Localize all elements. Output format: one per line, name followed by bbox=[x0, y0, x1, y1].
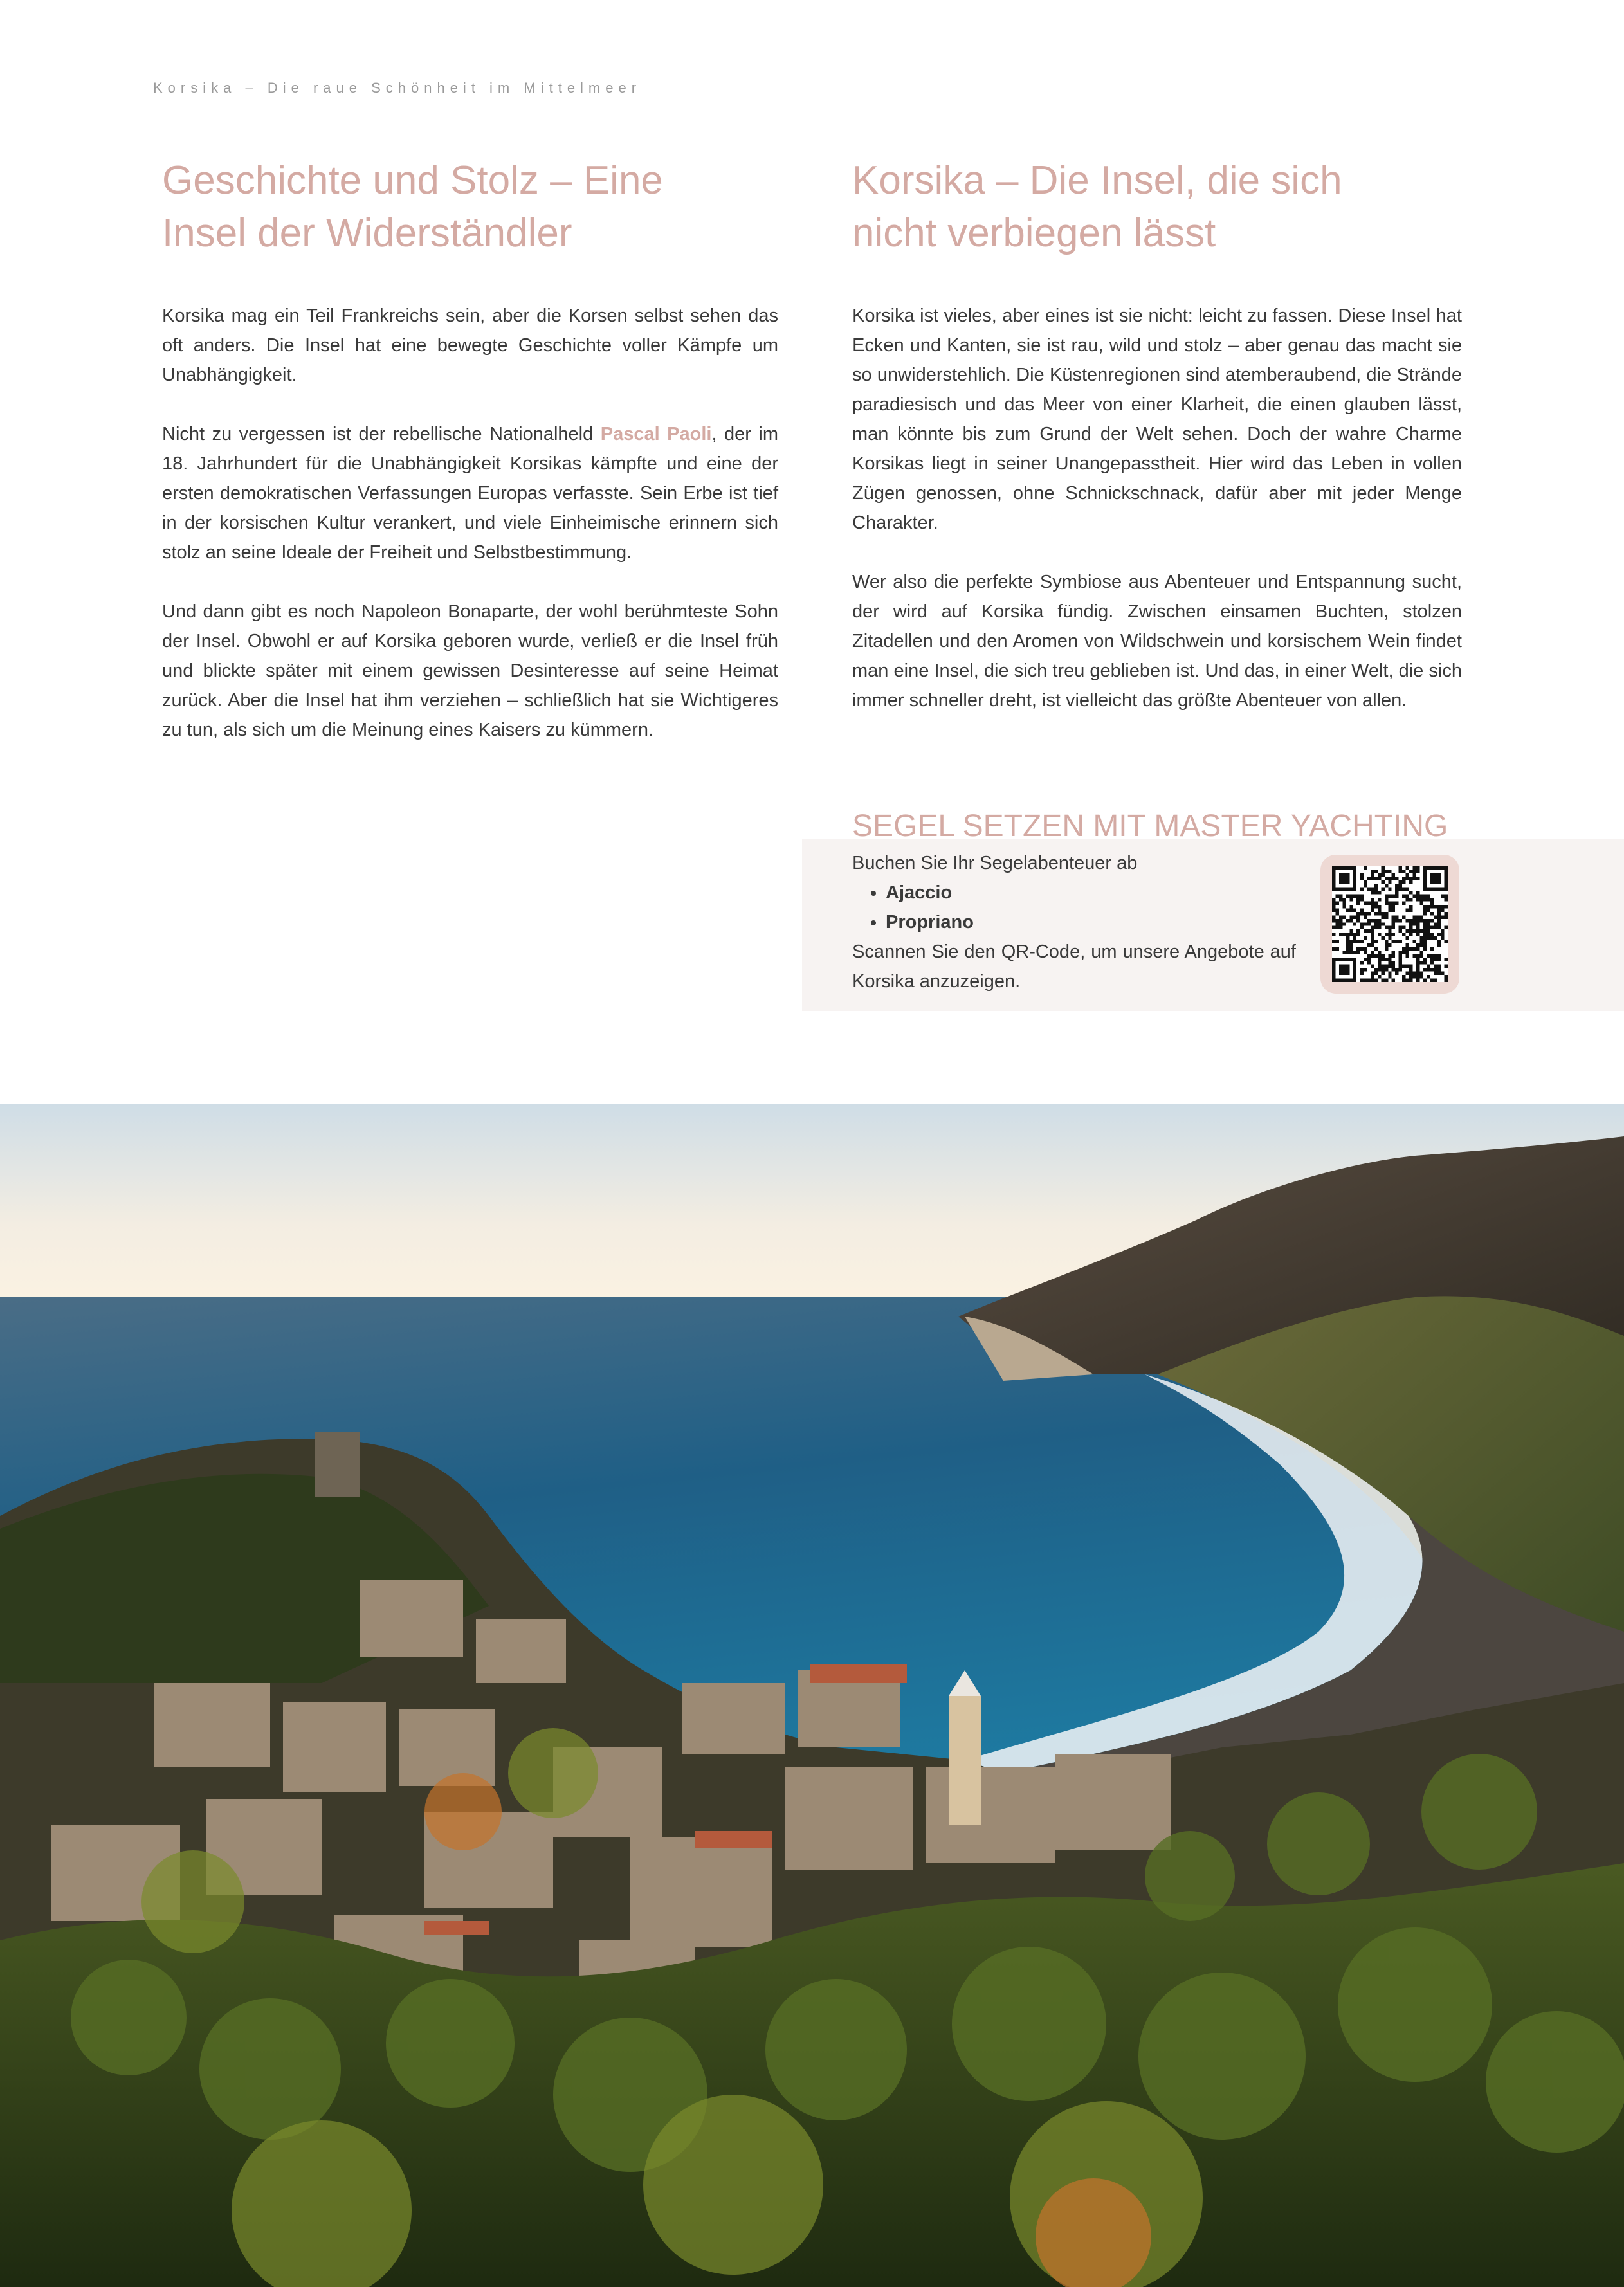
cta-intro: Buchen Sie Ihr Segelabenteuer ab bbox=[852, 853, 1138, 873]
left-heading-line2: Insel der Widerständler bbox=[162, 211, 572, 255]
left-paragraph-2 bbox=[162, 419, 778, 567]
left-heading-line1: Geschichte und Stolz – Eine bbox=[162, 158, 663, 203]
qr-code-frame[interactable] bbox=[1320, 855, 1459, 994]
right-heading-line2: nicht verbiegen lässt bbox=[852, 211, 1216, 255]
cta-heading: SEGEL SETZEN MIT MASTER YACHTING bbox=[852, 809, 1448, 843]
qr-code-icon[interactable] bbox=[1332, 866, 1448, 982]
left-body bbox=[162, 301, 778, 745]
cta-box bbox=[802, 839, 1624, 1011]
right-column bbox=[852, 154, 1462, 745]
right-body bbox=[852, 301, 1462, 715]
left-column bbox=[162, 154, 778, 774]
corsica-coastal-village-photo bbox=[0, 1104, 1624, 2287]
port-item-propriano: • Propriano bbox=[886, 907, 1450, 937]
right-paragraph-2: Wer also die perfekte Symbiose aus Abenteuer und Entspannung sucht, der wird auf Korsika fündig. Zwischen einsamen Buchten, stolzen Zitadellen und den Aromen von Wildschwein und korsischem Wein findet man eine Insel, die sich treu geblieben ist. Und das, in einer Welt, die sich immer schneller dreht, ist vielleicht das größte Abenteuer von allen. bbox=[852, 572, 1462, 711]
right-paragraph-1: Korsika ist vieles, aber eines ist sie nicht: leicht zu fassen. Diese Insel hat Ecken und Kanten, sie ist rau, wild und stolz – aber genau das macht sie so unwiderstehlich. Die Küstenregionen sind atemberaubend, die Strände paradiesisch und das Meer von einer Klarheit, die einen glauben lässt, man könnte bis zum Grund der Welt sehen. Doch der wahre Charme Korsikas liegt in seiner Unangepasstheit. Hier wird das Leben in vollen Zügen genossen, ohne Schnickschnack, dafür aber mit jeder Menge Charakter. bbox=[852, 305, 1462, 533]
running-header: Korsika – Die raue Schönheit im Mittelmeer bbox=[153, 80, 642, 96]
pascal-paoli-highlight: Pascal Paoli bbox=[600, 424, 712, 444]
port-item-ajaccio: • Ajaccio bbox=[886, 878, 1450, 907]
left-heading bbox=[162, 154, 778, 260]
left-paragraph-3: Und dann gibt es noch Napoleon Bonaparte, der wohl berühmteste Sohn der Insel. Obwohl er auf Korsika geboren wurde, verließ er die Insel früh und blickte später mit einem gewissen Desinteresse auf seine Heimat zurück. Aber die Insel hat ihm verziehen – schließlich hat sie Wichtigeres zu tun, als sich um die Meinung eines Kaisers zu kümmern. bbox=[162, 601, 778, 740]
right-heading-line1: Korsika – Die Insel, die sich bbox=[852, 158, 1342, 203]
para2-text-after: , der im 18. Jahrhundert für die Unabhängigkeit Korsikas kämpfte und eine der ersten demokratischen Verfassungen Europas verfasste. Sein Erbe ist tief in der korsischen Kultur verankert, und viele Einheimische erinnern sich stolz an seine Ideale der Freiheit und Selbstbestimmung. bbox=[162, 424, 779, 563]
para2-text-before: Nicht zu vergessen ist der rebellische Nationalheld bbox=[162, 424, 601, 444]
cta-outro: Scannen Sie den QR-Code, um unsere Angebote auf Korsika anzuzeigen. bbox=[852, 942, 1296, 992]
left-paragraph-1: Korsika mag ein Teil Frankreichs sein, aber die Korsen selbst sehen das oft anders. Die Insel hat eine bewegte Geschichte voller Kämpfe um Unabhängigkeit. bbox=[162, 305, 778, 385]
right-heading bbox=[852, 154, 1462, 260]
